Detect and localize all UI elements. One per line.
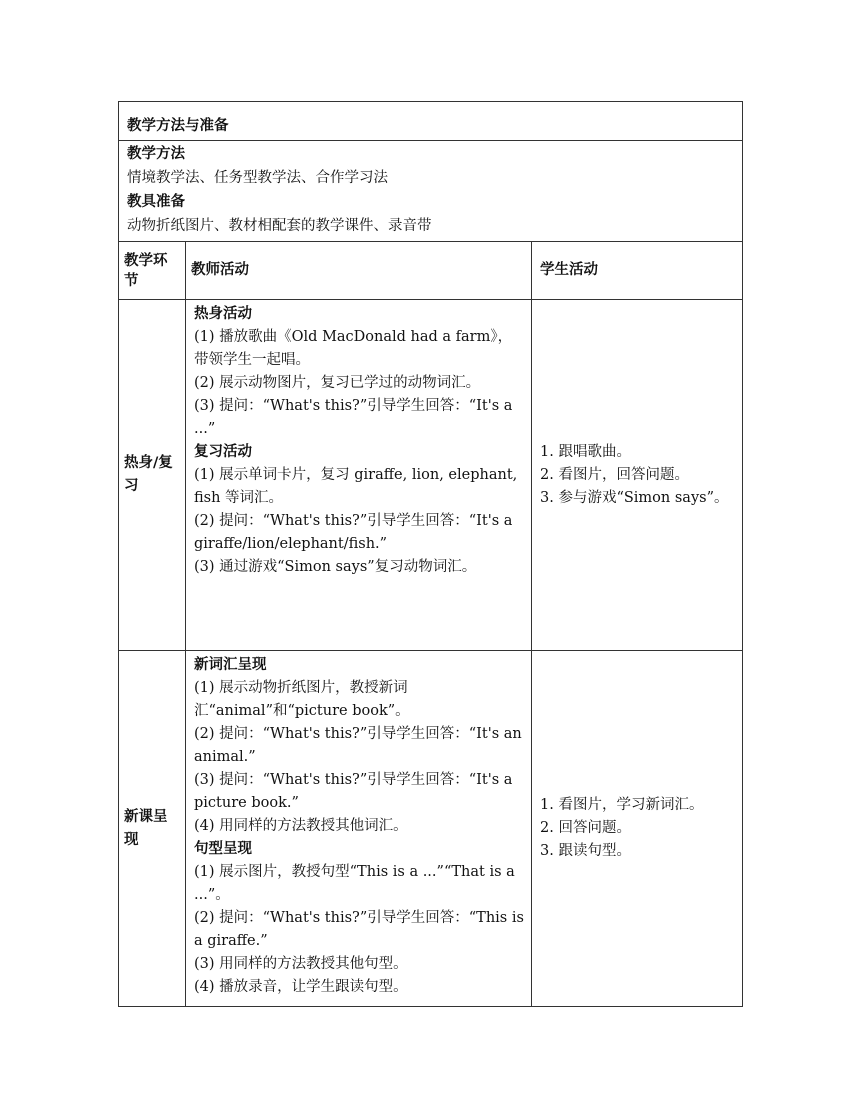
activity-item: (3) 通过游戏“Simon says”复习动物词汇。 <box>194 559 477 575</box>
student-item: 3. 参与游戏“Simon says”。 <box>540 489 729 506</box>
method-cell <box>119 141 743 242</box>
lesson-plan-document <box>118 101 742 1007</box>
activity-title: 复习活动 <box>194 444 252 460</box>
student-activity-cell <box>532 651 743 1007</box>
activity-item: (1) 展示图片，教授句型“This is a ...”“That is a ...”。 <box>194 864 515 903</box>
activity-item: (3) 提问：“What's this?”引导学生回答：“It's a picture book.” <box>194 772 513 811</box>
table-row <box>119 300 743 651</box>
student-activity-cell <box>532 300 743 651</box>
method-heading: 教学方法 <box>127 146 185 162</box>
activity-item: (1) 展示单词卡片，复习 giraffe, lion, elephant, fish 等词汇。 <box>194 467 518 506</box>
teacher-activity-cell <box>186 300 532 651</box>
activity-item: (3) 用同样的方法教授其他句型。 <box>194 956 408 972</box>
tools-text: 动物折纸图片、教材相配套的教学课件、录音带 <box>127 218 432 234</box>
activity-item: (2) 提问：“What's this?”引导学生回答：“It's a giraffe/lion/elephant/fish.” <box>194 513 513 552</box>
activity-title: 新词汇呈现 <box>194 657 267 673</box>
lesson-plan-table <box>118 101 743 1007</box>
activity-item: (2) 展示动物图片，复习已学过的动物词汇。 <box>194 375 481 391</box>
activity-item: (4) 播放录音，让学生跟读句型。 <box>194 979 408 995</box>
student-item: 3. 跟读句型。 <box>540 843 631 859</box>
activity-item: (2) 提问：“What's this?”引导学生回答：“This is a giraffe.” <box>194 910 524 949</box>
stage-label: 热身/复习 <box>119 300 186 651</box>
activity-item: (1) 播放歌曲《Old MacDonald had a farm》，带领学生一起唱。 <box>194 329 513 368</box>
header-student: 学生活动 <box>532 242 743 300</box>
header-teacher: 教师活动 <box>186 242 532 300</box>
teacher-activity-cell <box>186 651 532 1007</box>
activity-item: (1) 展示动物折纸图片，教授新词汇“animal”和“picture book”。 <box>194 680 410 719</box>
activity-item: (2) 提问：“What's this?”引导学生回答：“It's an animal.” <box>194 726 522 765</box>
stage-label: 新课呈现 <box>119 651 186 1007</box>
student-item: 1. 跟唱歌曲。 <box>540 443 631 460</box>
activity-item: (3) 提问：“What's this?”引导学生回答：“It's a ...” <box>194 398 513 437</box>
student-item: 2. 回答问题。 <box>540 820 631 836</box>
activity-title: 热身活动 <box>194 306 252 322</box>
table-row <box>119 651 743 1007</box>
tools-heading: 教具准备 <box>127 194 185 210</box>
activity-item: (4) 用同样的方法教授其他词汇。 <box>194 818 408 834</box>
section-title: 教学方法与准备 <box>119 102 743 141</box>
activity-title: 句型呈现 <box>194 841 252 857</box>
method-text: 情境教学法、任务型教学法、合作学习法 <box>127 170 388 186</box>
student-item: 2. 看图片，回答问题。 <box>540 466 689 483</box>
header-stage: 教学环节 <box>119 242 186 300</box>
student-item: 1. 看图片，学习新词汇。 <box>540 797 704 813</box>
